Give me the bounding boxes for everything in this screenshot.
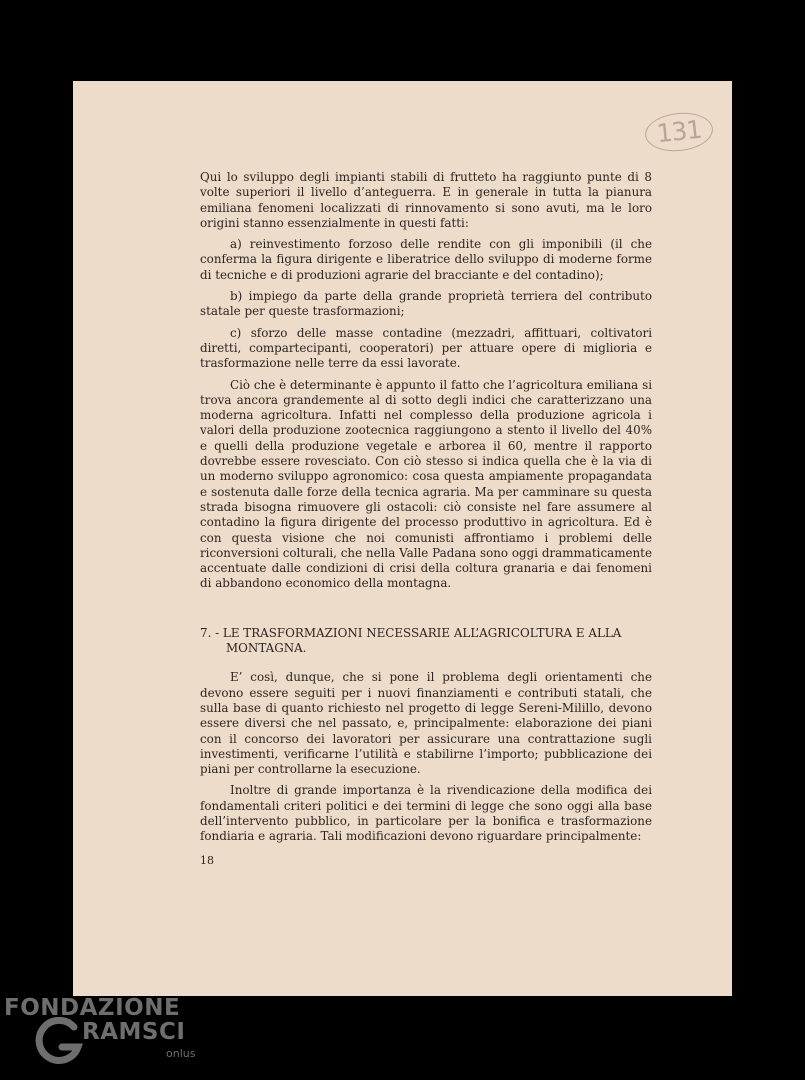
paragraph: Inoltre di grande importanza è la rivendicazione della modifica dei fondamentali criteri politici e dei termini di legge che sono oggi alla base dell’intervento pubblico, in particolare per la bonifica e trasformazione fondiaria e agraria. Tali modificazioni devono riguardare principalmente: [200, 783, 652, 844]
logo-line-2: RAMSCI [82, 1019, 186, 1045]
page-folio: 18 [200, 854, 214, 867]
logo-line-1: FONDAZIONE [4, 995, 181, 1021]
section-heading: 7. - LE TRASFORMAZIONI NECESSARIE ALL’AGRICOLTURA E ALLA MONTAGNA. [200, 625, 622, 656]
document-body [200, 170, 652, 851]
paragraph: Ciò che è determinante è appunto il fatto che l’agricoltura emiliana si trova ancora grandemente al di sotto degli indici che caratterizzano una moderna agricoltura. Infatti nel complesso della produzione agricola i valori della produzione zootecnica raggiungono a stento il livello del 40% e quelli della produzione vegetale e arborea il 60, mentre il rapporto dovrebbe essere rovesciato. Con ciò stesso si indica quella che è la via di un moderno sviluppo agronomico: cosa questa ampiamente propagandata e sostenuta dalle forze della tecnica agraria. Ma per camminare su questa strada bisogna rimuovere gli ostacoli: ciò consiste nel fare assumere al contadino la figura dirigente del processo produttivo in agricoltura. Ed è con questa visione che noi comunisti affrontiamo i problemi delle riconversioni colturali, che nella Valle Padana sono oggi drammaticamente accentuate dalle condizioni di crisi della coltura granaria e dai fenomeni di abbandono economico della montagna. [200, 377, 652, 591]
fondazione-gramsci-logo [4, 995, 204, 1075]
logo-line-3: onlus [166, 1047, 196, 1060]
list-item-a: a) reinvestimento forzoso delle rendite con gli imponibili (il che conferma la figura dirigente e liberatrice dello sviluppo di moderne forme di tecniche e di produzioni agrarie del bracciante e del contadino); [200, 237, 652, 282]
paragraph: Qui lo sviluppo degli impianti stabili di frutteto ha raggiunto punte di 8 volte superiori il livello d’anteguerra. E in generale in tutta la pianura emiliana fenomeni localizzati di rinnovamento si sono avuti, ma le loro origini stanno essenzialmente in questi fatti: [200, 170, 652, 230]
handwritten-page-number: 131 [643, 110, 715, 155]
list-item-c: c) sforzo delle masse contadine (mezzadri, affittuari, coltivatori diretti, compartecipanti, cooperatori) per attuare opere di miglioria e trasformazione nelle terre da essi lavorate. [200, 325, 652, 371]
list-item-b: b) impiego da parte della grande proprietà terriera del contributo statale per queste trasformazioni; [200, 289, 652, 319]
paragraph: E’ così, dunque, che si pone il problema degli orientamenti che devono essere seguiti per i nuovi finanziamenti e contributi statali, che sulla base di quanto richiesto nel progetto di legge Sereni-Milillo, devono essere diversi che nel passato, e, principalmente: elaborazione dei piani con il concorso dei lavoratori per assicurare una contrattazione sugli investimenti, verificarne l’utilità e stabilirne l’importo; pubblicazione dei piani per controllarne la esecuzione. [200, 670, 652, 777]
logo-g-swoosh-icon [34, 1017, 84, 1067]
